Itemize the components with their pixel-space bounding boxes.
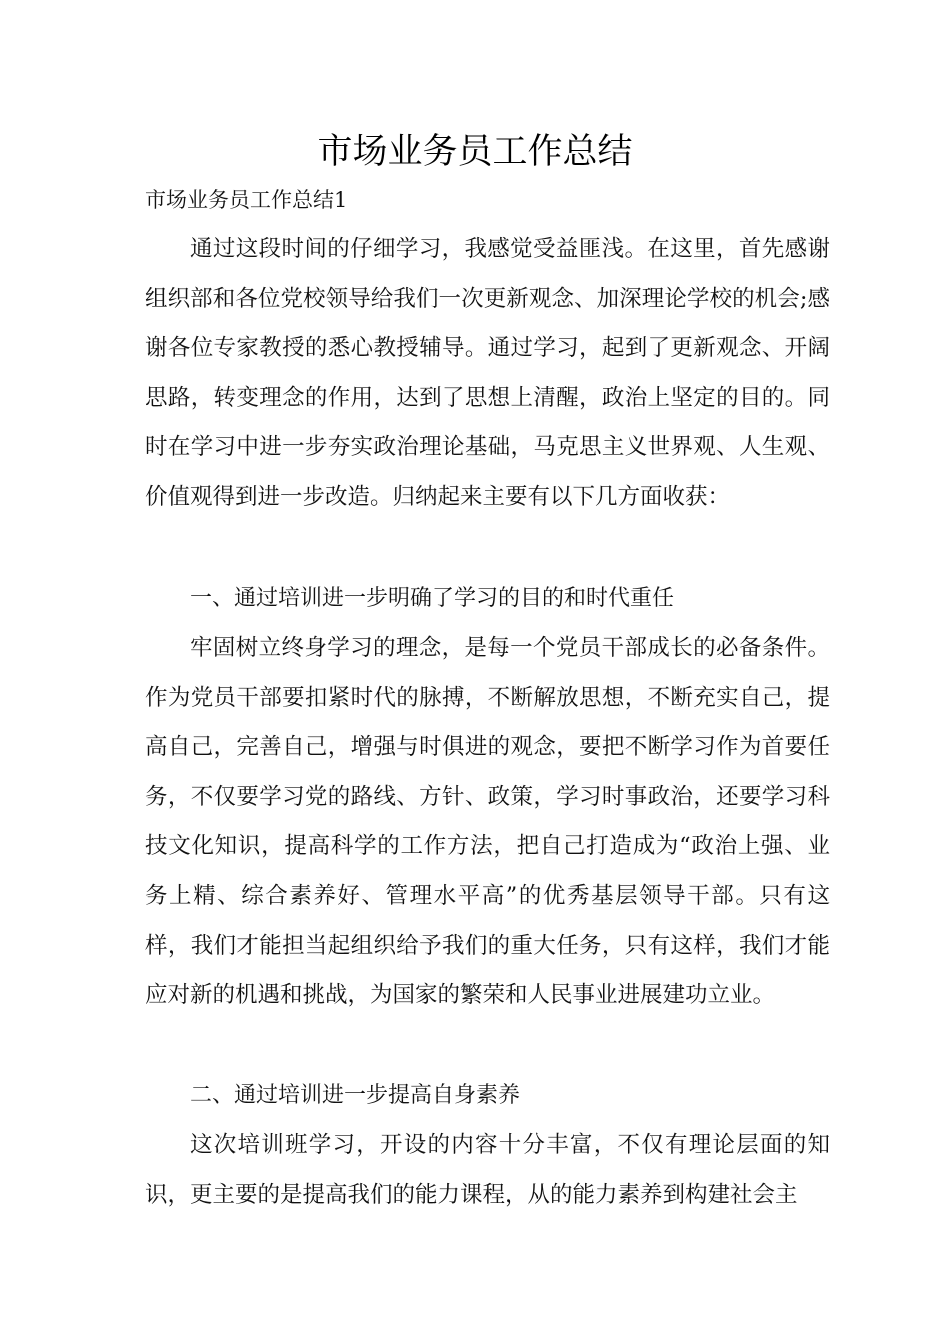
document-subtitle: 市场业务员工作总结1 bbox=[145, 188, 348, 212]
section-1-paragraph: 牢固树立终身学习的理念，是每一个党员干部成长的必备条件。作为党员干部要扣紧时代的脉搏，不断解放思想，不断充实自己，提高自己，完善自己，增强与时俱进的观念，要把不断学习作为首要任务，不仅要学习党的路线、方针、政策，学习时事政治，还要学习科技文化知识，提高科学的工作方法，把自己打造成为“政治上强、业务上精、综合素养好、管理水平高”的优秀基层领导干部。只有这样，我们才能担当起组织给予我们的重大任务，只有这样，我们才能应对新的机遇和挑战，为国家的繁荣和人民事业进展建功立业。 bbox=[145, 635, 830, 1009]
intro-paragraph: 通过这段时间的仔细学习，我感觉受益匪浅。在这里，首先感谢组织部和各位党校领导给我们一次更新观念、加深理论学校的机会;感谢各位专家教授的悉心教授辅导。通过学习，起到了更新观念、开阔思路，转变理念的作用，达到了思想上清醒，政治上坚定的目的。同时在学习中进一步夯实政治理论基础，马克思主义世界观、人生观、价值观得到进一步改造。归纳起来主要有以下几方面收获： bbox=[145, 236, 830, 510]
section-2-paragraph: 这次培训班学习，开设的内容十分丰富，不仅有理论层面的知识，更主要的是提高我们的能力课程，从的能力素养到构建社会主 bbox=[145, 1132, 830, 1208]
document-title: 市场业务员工作总结 bbox=[317, 132, 633, 172]
section-heading-2: 二、通过培训进一步提高自身素养 bbox=[190, 1083, 521, 1108]
section-heading-1: 一、通过培训进一步明确了学习的目的和时代重任 bbox=[190, 586, 675, 611]
